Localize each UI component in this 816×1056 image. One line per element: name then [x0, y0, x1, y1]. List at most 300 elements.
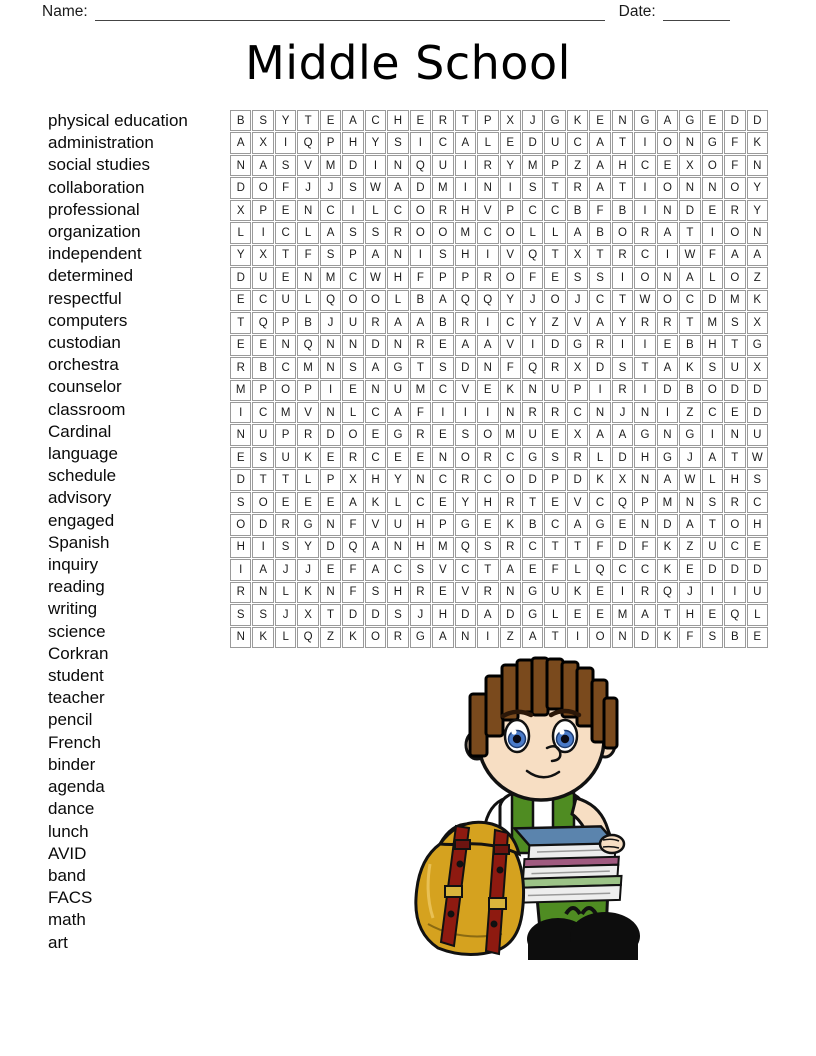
- grid-cell: G: [679, 110, 700, 131]
- grid-cell: X: [567, 357, 588, 378]
- grid-cell: E: [747, 537, 768, 558]
- grid-cell: R: [365, 312, 386, 333]
- word-list-item: agenda: [48, 777, 105, 797]
- grid-cell: E: [702, 604, 723, 625]
- grid-cell: G: [544, 110, 565, 131]
- grid-cell: L: [297, 290, 318, 311]
- grid-cell: S: [455, 424, 476, 445]
- grid-cell: V: [365, 514, 386, 535]
- grid-cell: D: [365, 335, 386, 356]
- grid-cell: D: [702, 290, 723, 311]
- grid-cell: W: [747, 447, 768, 468]
- grid-cell: T: [544, 537, 565, 558]
- grid-cell: D: [230, 469, 251, 490]
- grid-cell: T: [612, 290, 633, 311]
- grid-cell: D: [365, 604, 386, 625]
- grid-cell: H: [724, 469, 745, 490]
- grid-cell: L: [747, 604, 768, 625]
- grid-cell: K: [252, 627, 273, 648]
- grid-cell: S: [477, 537, 498, 558]
- grid-cell: K: [567, 582, 588, 603]
- grid-cell: L: [522, 222, 543, 243]
- grid-cell: A: [679, 514, 700, 535]
- grid-cell: E: [432, 492, 453, 513]
- grid-cell: N: [657, 200, 678, 221]
- grid-cell: Q: [342, 537, 363, 558]
- grid-cell: X: [500, 110, 521, 131]
- grid-cell: Y: [365, 132, 386, 153]
- grid-cell: G: [522, 582, 543, 603]
- grid-cell: I: [410, 245, 431, 266]
- grid-cell: S: [252, 447, 273, 468]
- grid-cell: D: [522, 469, 543, 490]
- word-list-item: art: [48, 932, 68, 952]
- grid-cell: E: [589, 110, 610, 131]
- grid-cell: C: [365, 110, 386, 131]
- grid-cell: Q: [297, 132, 318, 153]
- grid-cell: K: [500, 514, 521, 535]
- date-label: Date:: [618, 3, 656, 20]
- grid-cell: S: [342, 357, 363, 378]
- grid-cell: R: [410, 582, 431, 603]
- grid-cell: A: [679, 267, 700, 288]
- grid-cell: A: [522, 627, 543, 648]
- grid-cell: F: [342, 559, 363, 580]
- grid-cell: E: [275, 492, 296, 513]
- grid-cell: I: [477, 627, 498, 648]
- grid-cell: F: [410, 267, 431, 288]
- grid-cell: K: [747, 290, 768, 311]
- word-list-item: Spanish: [48, 532, 110, 552]
- grid-cell: I: [612, 582, 633, 603]
- grid-cell: E: [589, 582, 610, 603]
- grid-cell: D: [747, 559, 768, 580]
- grid-cell: S: [230, 604, 251, 625]
- grid-cell: A: [365, 245, 386, 266]
- grid-cell: O: [365, 290, 386, 311]
- grid-cell: N: [297, 200, 318, 221]
- grid-cell: I: [252, 222, 273, 243]
- grid-cell: G: [634, 110, 655, 131]
- grid-cell: T: [410, 357, 431, 378]
- grid-cell: U: [544, 132, 565, 153]
- grid-cell: O: [500, 267, 521, 288]
- grid-cell: D: [747, 110, 768, 131]
- grid-cell: A: [342, 110, 363, 131]
- grid-cell: Y: [522, 312, 543, 333]
- word-list-item: computers: [48, 310, 128, 330]
- grid-cell: T: [455, 110, 476, 131]
- grid-cell: P: [500, 200, 521, 221]
- grid-cell: D: [320, 424, 341, 445]
- grid-cell: O: [230, 514, 251, 535]
- grid-cell: N: [387, 335, 408, 356]
- grid-cell: X: [612, 469, 633, 490]
- grid-cell: N: [679, 492, 700, 513]
- grid-cell: O: [724, 267, 745, 288]
- grid-cell: R: [634, 222, 655, 243]
- grid-cell: E: [589, 604, 610, 625]
- grid-cell: U: [747, 582, 768, 603]
- grid-cell: I: [275, 132, 296, 153]
- grid-cell: R: [410, 424, 431, 445]
- grid-cell: T: [230, 312, 251, 333]
- word-list-item: Corkran: [48, 643, 109, 663]
- grid-cell: A: [252, 155, 273, 176]
- grid-cell: H: [634, 447, 655, 468]
- grid-cell: D: [522, 132, 543, 153]
- grid-cell: D: [410, 177, 431, 198]
- grid-cell: I: [634, 335, 655, 356]
- name-blank-line: [95, 3, 605, 21]
- grid-cell: A: [702, 447, 723, 468]
- grid-cell: X: [567, 424, 588, 445]
- grid-cell: I: [589, 380, 610, 401]
- grid-cell: E: [724, 402, 745, 423]
- word-list-item: dance: [48, 799, 95, 819]
- grid-cell: S: [387, 604, 408, 625]
- grid-cell: S: [522, 177, 543, 198]
- grid-cell: Q: [522, 357, 543, 378]
- grid-cell: Q: [724, 604, 745, 625]
- grid-cell: D: [702, 559, 723, 580]
- grid-cell: C: [567, 402, 588, 423]
- grid-cell: T: [679, 222, 700, 243]
- grid-cell: E: [544, 267, 565, 288]
- grid-cell: N: [747, 155, 768, 176]
- grid-cell: E: [500, 132, 521, 153]
- word-list-item: schedule: [48, 466, 117, 486]
- grid-cell: C: [432, 380, 453, 401]
- grid-cell: N: [230, 155, 251, 176]
- grid-cell: I: [365, 155, 386, 176]
- grid-cell: C: [500, 312, 521, 333]
- grid-cell: V: [500, 245, 521, 266]
- grid-cell: E: [432, 335, 453, 356]
- grid-cell: C: [252, 290, 273, 311]
- student-illustration: [400, 652, 722, 964]
- grid-cell: T: [634, 357, 655, 378]
- grid-cell: T: [522, 492, 543, 513]
- grid-cell: R: [522, 402, 543, 423]
- grid-cell: U: [252, 424, 273, 445]
- word-list-item: reading: [48, 577, 105, 597]
- grid-cell: H: [747, 514, 768, 535]
- grid-cell: A: [567, 514, 588, 535]
- grid-cell: A: [477, 335, 498, 356]
- grid-cell: N: [320, 514, 341, 535]
- grid-cell: E: [432, 582, 453, 603]
- grid-cell: Y: [387, 469, 408, 490]
- grid-cell: T: [297, 110, 318, 131]
- grid-cell: M: [410, 380, 431, 401]
- grid-cell: D: [342, 155, 363, 176]
- grid-cell: A: [589, 132, 610, 153]
- grid-cell: J: [410, 604, 431, 625]
- grid-cell: B: [252, 357, 273, 378]
- header: [42, 3, 774, 21]
- grid-cell: S: [702, 492, 723, 513]
- word-list-item: organization: [48, 222, 141, 242]
- grid-cell: K: [657, 627, 678, 648]
- grid-cell: C: [522, 537, 543, 558]
- grid-cell: C: [679, 290, 700, 311]
- grid-cell: I: [702, 424, 723, 445]
- grid-cell: S: [702, 627, 723, 648]
- grid-cell: C: [702, 402, 723, 423]
- grid-cell: D: [634, 627, 655, 648]
- word-list-item: determined: [48, 266, 134, 286]
- grid-cell: R: [567, 447, 588, 468]
- grid-cell: I: [320, 380, 341, 401]
- grid-cell: U: [387, 514, 408, 535]
- grid-cell: O: [702, 380, 723, 401]
- word-list-item: writing: [48, 599, 98, 619]
- grid-cell: H: [432, 604, 453, 625]
- grid-cell: N: [477, 177, 498, 198]
- word-list-item: FACS: [48, 888, 93, 908]
- grid-cell: I: [477, 245, 498, 266]
- grid-cell: Y: [747, 177, 768, 198]
- grid-cell: E: [320, 110, 341, 131]
- grid-cell: O: [342, 290, 363, 311]
- grid-cell: O: [657, 290, 678, 311]
- grid-cell: L: [297, 469, 318, 490]
- grid-cell: V: [567, 312, 588, 333]
- grid-cell: C: [477, 222, 498, 243]
- grid-cell: V: [455, 582, 476, 603]
- grid-cell: K: [297, 447, 318, 468]
- grid-cell: X: [252, 132, 273, 153]
- grid-cell: K: [500, 380, 521, 401]
- name-label: Name:: [42, 3, 88, 20]
- grid-cell: T: [320, 604, 341, 625]
- grid-cell: Q: [297, 335, 318, 356]
- grid-cell: N: [230, 627, 251, 648]
- grid-cell: A: [365, 357, 386, 378]
- grid-cell: M: [275, 402, 296, 423]
- grid-cell: C: [589, 290, 610, 311]
- grid-cell: F: [589, 200, 610, 221]
- grid-cell: J: [320, 312, 341, 333]
- grid-cell: M: [612, 604, 633, 625]
- grid-cell: D: [657, 380, 678, 401]
- word-list-item: physical education: [48, 111, 188, 130]
- grid-cell: R: [230, 357, 251, 378]
- grid-cell: N: [320, 335, 341, 356]
- grid-cell: I: [342, 200, 363, 221]
- grid-cell: N: [657, 267, 678, 288]
- grid-cell: C: [387, 559, 408, 580]
- grid-cell: Z: [747, 267, 768, 288]
- grid-cell: A: [365, 559, 386, 580]
- grid-cell: U: [544, 380, 565, 401]
- grid-cell: D: [230, 177, 251, 198]
- grid-cell: E: [612, 514, 633, 535]
- grid-cell: N: [342, 335, 363, 356]
- grid-cell: N: [679, 177, 700, 198]
- grid-cell: W: [365, 177, 386, 198]
- grid-cell: I: [252, 537, 273, 558]
- grid-cell: N: [724, 424, 745, 445]
- grid-cell: U: [522, 424, 543, 445]
- grid-cell: G: [297, 514, 318, 535]
- grid-cell: P: [297, 380, 318, 401]
- grid-cell: D: [589, 357, 610, 378]
- grid-cell: L: [297, 222, 318, 243]
- grid-cell: T: [612, 132, 633, 153]
- grid-cell: P: [477, 110, 498, 131]
- boy-hand: [600, 835, 624, 853]
- grid-cell: O: [275, 380, 296, 401]
- grid-cell: K: [657, 537, 678, 558]
- grid-cell: H: [387, 582, 408, 603]
- grid-cell: E: [230, 290, 251, 311]
- grid-cell: A: [657, 469, 678, 490]
- grid-cell: O: [657, 177, 678, 198]
- grid-cell: C: [634, 155, 655, 176]
- grid-cell: N: [275, 335, 296, 356]
- grid-cell: A: [657, 110, 678, 131]
- grid-cell: N: [500, 582, 521, 603]
- grid-cell: O: [252, 177, 273, 198]
- grid-cell: B: [612, 200, 633, 221]
- grid-cell: P: [252, 380, 273, 401]
- grid-cell: F: [500, 357, 521, 378]
- grid-cell: X: [230, 200, 251, 221]
- grid-cell: O: [724, 177, 745, 198]
- grid-cell: X: [747, 357, 768, 378]
- grid-cell: R: [477, 267, 498, 288]
- grid-cell: K: [342, 627, 363, 648]
- grid-cell: Q: [477, 290, 498, 311]
- grid-cell: R: [634, 582, 655, 603]
- grid-cell: D: [544, 335, 565, 356]
- grid-cell: L: [342, 402, 363, 423]
- grid-cell: M: [320, 267, 341, 288]
- grid-cell: D: [747, 402, 768, 423]
- grid-cell: W: [365, 267, 386, 288]
- grid-cell: L: [230, 222, 251, 243]
- grid-cell: C: [634, 559, 655, 580]
- grid-cell: R: [275, 514, 296, 535]
- word-list-item: science: [48, 621, 106, 641]
- grid-cell: Q: [455, 537, 476, 558]
- grid-cell: E: [275, 200, 296, 221]
- grid-cell: N: [320, 582, 341, 603]
- grid-cell: V: [297, 402, 318, 423]
- grid-cell: P: [342, 245, 363, 266]
- grid-cell: A: [724, 245, 745, 266]
- grid-cell: H: [410, 514, 431, 535]
- grid-cell: R: [589, 335, 610, 356]
- grid-cell: M: [320, 155, 341, 176]
- grid-cell: S: [589, 267, 610, 288]
- grid-cell: K: [297, 582, 318, 603]
- grid-cell: L: [702, 267, 723, 288]
- grid-cell: E: [252, 335, 273, 356]
- grid-cell: A: [387, 402, 408, 423]
- grid-cell: T: [275, 469, 296, 490]
- word-list-item: pencil: [48, 710, 93, 730]
- grid-cell: Q: [522, 245, 543, 266]
- grid-cell: M: [432, 177, 453, 198]
- grid-cell: A: [589, 177, 610, 198]
- books-stack: [509, 820, 624, 909]
- grid-cell: O: [410, 222, 431, 243]
- grid-cell: R: [477, 447, 498, 468]
- grid-cell: Z: [567, 155, 588, 176]
- grid-cell: O: [455, 447, 476, 468]
- word-list-item: Cardinal: [48, 421, 112, 441]
- grid-cell: P: [320, 132, 341, 153]
- grid-cell: Y: [275, 110, 296, 131]
- grid-cell: H: [455, 245, 476, 266]
- grid-cell: O: [702, 155, 723, 176]
- grid-cell: N: [455, 627, 476, 648]
- grid-cell: E: [747, 627, 768, 648]
- grid-cell: Z: [679, 402, 700, 423]
- grid-cell: R: [500, 492, 521, 513]
- grid-cell: D: [612, 537, 633, 558]
- grid-cell: F: [724, 155, 745, 176]
- grid-cell: N: [500, 402, 521, 423]
- grid-cell: P: [275, 312, 296, 333]
- grid-cell: D: [230, 267, 251, 288]
- grid-cell: F: [342, 514, 363, 535]
- grid-cell: A: [230, 132, 251, 153]
- grid-cell: N: [679, 132, 700, 153]
- grid-cell: L: [275, 627, 296, 648]
- grid-cell: S: [275, 537, 296, 558]
- grid-cell: H: [455, 200, 476, 221]
- grid-cell: E: [297, 492, 318, 513]
- grid-cell: D: [724, 110, 745, 131]
- grid-cell: I: [657, 402, 678, 423]
- grid-cell: Z: [544, 312, 565, 333]
- grid-cell: I: [634, 132, 655, 153]
- grid-cell: R: [230, 582, 251, 603]
- grid-cell: Y: [612, 312, 633, 333]
- grid-cell: H: [477, 492, 498, 513]
- grid-cell: C: [432, 132, 453, 153]
- grid-cell: K: [589, 469, 610, 490]
- grid-cell: N: [320, 402, 341, 423]
- grid-cell: A: [387, 177, 408, 198]
- grid-cell: F: [342, 582, 363, 603]
- word-list-item: AVID: [48, 843, 87, 863]
- grid-cell: T: [544, 177, 565, 198]
- grid-cell: Q: [410, 155, 431, 176]
- grid-cell: D: [612, 447, 633, 468]
- grid-cell: R: [657, 312, 678, 333]
- grid-cell: N: [252, 582, 273, 603]
- grid-cell: P: [432, 514, 453, 535]
- grid-cell: C: [387, 200, 408, 221]
- grid-cell: C: [522, 200, 543, 221]
- grid-cell: B: [679, 380, 700, 401]
- grid-cell: A: [589, 424, 610, 445]
- grid-cell: R: [387, 627, 408, 648]
- grid-cell: S: [387, 132, 408, 153]
- grid-cell: X: [567, 245, 588, 266]
- grid-cell: O: [634, 267, 655, 288]
- grid-cell: R: [455, 312, 476, 333]
- grid-cell: C: [455, 559, 476, 580]
- grid-cell: A: [455, 335, 476, 356]
- grid-cell: U: [724, 357, 745, 378]
- word-list-item: lunch: [48, 821, 89, 841]
